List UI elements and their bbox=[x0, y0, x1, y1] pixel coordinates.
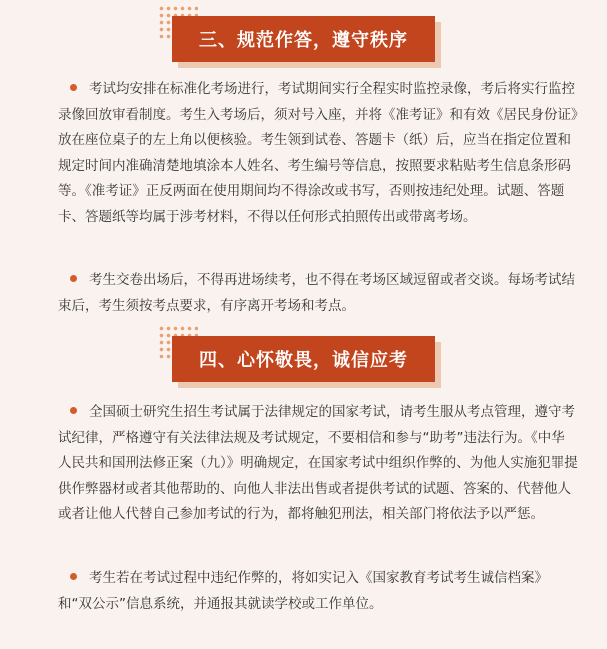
bullet-icon bbox=[70, 573, 77, 580]
paragraph-text: 考生交卷出场后，不得再进场续考，也不得在考场区域逗留或者交谈。每场考试结束后，考生须按考点要求，有序离开考场和考点。 bbox=[58, 272, 575, 314]
paragraph-text: 考生若在考试过程中违纪作弊的，将如实记入《国家教育考试考生诚信档案》和“双公示”信息系统，并通报其就读学校或工作单位。 bbox=[58, 570, 548, 612]
bullet-icon bbox=[70, 84, 77, 91]
paragraph bbox=[58, 77, 578, 230]
section-header-3 bbox=[172, 16, 435, 62]
paragraph bbox=[58, 400, 578, 528]
paragraph bbox=[58, 268, 578, 319]
paragraph-text: 考试均安排在标准化考场进行，考试期间实行全程实时监控录像，考后将实行监控录像回放审看制度。考生入考场后，须对号入座，并将《准考证》和有效《居民身份证》放在座位桌子的左上角以便核验。考生领到试卷、答题卡（纸）后，应当在指定位置和规定时间内准确清楚地填涂本人姓名、考生编号等信息，按照要求粘贴考生信息条形码等。《准考证》正反两面在使用期间均不得涂改或书写，否则按违纪处理。试题、答题卡、答题纸等均属于涉考材料，不得以任何形式拍照传出或带离考场。 bbox=[58, 81, 578, 225]
section-title: 三、规范作答，遵守秩序 bbox=[172, 16, 435, 62]
paragraph bbox=[58, 566, 578, 617]
section-title: 四、心怀敬畏，诚信应考 bbox=[172, 336, 435, 382]
bullet-icon bbox=[70, 407, 77, 414]
bullet-icon bbox=[70, 275, 77, 282]
section-header-4 bbox=[172, 336, 435, 382]
paragraph-text: 全国硕士研究生招生考试属于法律规定的国家考试，请考生服从考点管理，遵守考试纪律，严格遵守有关法律法规及考试规定，不要相信和参与“助考”违法行为。《中华人民共和国刑法修正案（九）》明确规定，在国家考试中组织作弊的、为他人实施犯罪提供作弊器材或者其他帮助的、向他人非法出售或者提供考试的试题、答案的、代替他人或者让他人代替自己参加考试的行为，都将触犯刑法，相关部门将依法予以严惩。 bbox=[58, 404, 578, 522]
